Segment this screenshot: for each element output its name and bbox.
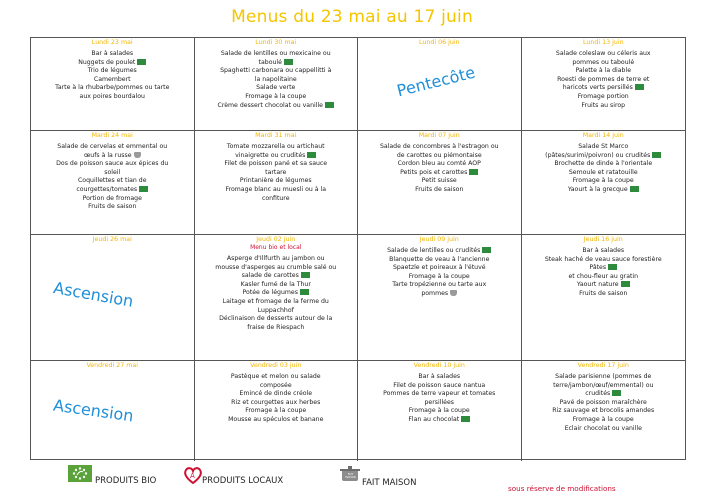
menu-item: courgettes/tomates bbox=[34, 186, 191, 195]
menu-day-cell bbox=[358, 38, 522, 131]
menu-item: taboulé bbox=[198, 59, 355, 68]
menu-item: Steak haché de veau sauce forestière bbox=[544, 255, 662, 263]
menu-day-cell bbox=[195, 361, 359, 461]
menu-item: Filet de poisson sauce nantua bbox=[393, 381, 486, 389]
menu-item: Laitage et fromage de la ferme du bbox=[222, 297, 329, 305]
legend-local-label: PRODUITS LOCAUX bbox=[202, 476, 284, 486]
menu-item: Pastèque et melon ou salade bbox=[230, 373, 321, 380]
menu-day-cell bbox=[358, 361, 522, 461]
menu-item: Palette à la diable bbox=[575, 67, 632, 75]
menu-item: Coquillettes et tian de bbox=[77, 177, 147, 185]
menu-day-cell bbox=[31, 38, 195, 131]
menu-item: Asperge d'Illfurth au jambon ou bbox=[226, 255, 325, 262]
menu-item: Pommes de terre vapeur et tomates bbox=[383, 390, 496, 398]
menu-item: Potée de légumes bbox=[198, 289, 355, 298]
day-label: Jeudi 09 juin bbox=[419, 236, 459, 243]
menu-item: Fromage à la coupe bbox=[572, 177, 634, 185]
menu-day-cell bbox=[522, 131, 686, 235]
heart-local-icon bbox=[183, 467, 203, 489]
menu-item: Fromage à la coupe bbox=[245, 92, 307, 100]
legend-maison-label: FAIT MAISON bbox=[362, 478, 417, 488]
menu-item: Eclair chocolat ou vanille bbox=[564, 424, 642, 432]
menu-item: Tarte tropézienne ou tarte aux bbox=[392, 281, 487, 289]
menu-item: Spaghetti carbonara ou cappellitti à bbox=[220, 67, 332, 75]
menu-item: Petits pois et carottes bbox=[361, 169, 518, 178]
day-label: Lundi 13 juin bbox=[582, 39, 624, 46]
organic-label-icon bbox=[137, 59, 146, 65]
menu-item: Petit suisse bbox=[421, 177, 457, 185]
menu-item: Déclinaison de desserts autour de la bbox=[219, 315, 333, 323]
menu-item: soleil bbox=[104, 168, 121, 176]
menu-grid bbox=[30, 37, 686, 460]
menu-day-cell bbox=[31, 235, 195, 361]
organic-label-icon bbox=[139, 186, 148, 192]
organic-label-icon bbox=[608, 264, 617, 270]
menu-item: Printanière de légumes bbox=[239, 177, 312, 185]
menu-day-cell bbox=[358, 131, 522, 235]
menu-day-cell bbox=[195, 235, 359, 361]
menu-item: mousse d'asperges au crumble salé ou bbox=[215, 263, 337, 271]
day-label: Jeudi 02 juin bbox=[256, 236, 296, 243]
menu-item: vinaigrette ou crudités bbox=[198, 152, 355, 161]
menu-item: Dos de poisson sauce aux épices du bbox=[56, 160, 169, 168]
menu-item: Salade verte bbox=[256, 84, 296, 92]
menu-item: Fromage à la coupe bbox=[245, 407, 307, 415]
menu-item: Crème dessert chocolat ou vanille bbox=[198, 102, 355, 111]
menu-item: Fruits au sirop bbox=[581, 101, 626, 109]
day-label: Vendredi 17 juin bbox=[577, 362, 629, 369]
fait-maison-badge-text: FAIT MAISON bbox=[345, 473, 356, 479]
menu-item: Salade de lentilles ou mexicaine ou bbox=[220, 50, 331, 57]
menu-day-cell bbox=[31, 131, 195, 235]
menu-item: Salade parisienne (pommes de bbox=[555, 373, 652, 380]
menu-item: la napolitaine bbox=[254, 75, 297, 83]
page-title: Menus du 23 mai au 17 juin bbox=[231, 7, 473, 27]
organic-label-icon bbox=[301, 272, 310, 278]
menu-item: haricots verts persillés bbox=[525, 84, 683, 93]
menu-item: salade de carottes bbox=[198, 272, 355, 281]
organic-label-icon bbox=[307, 152, 316, 158]
menu-item: Roesti de pommes de terre et bbox=[557, 75, 650, 83]
holiday-label: Pentecôte bbox=[394, 62, 478, 101]
menu-item: Camembert bbox=[93, 75, 131, 83]
menu-day-cell bbox=[522, 361, 686, 461]
day-label: Mardi 07 juin bbox=[418, 132, 460, 139]
menu-item: Salade de lentilles ou crudités bbox=[361, 247, 518, 256]
organic-label-icon bbox=[621, 281, 630, 287]
menu-item: Portion de fromage bbox=[82, 194, 142, 202]
menu-subtitle: Menu bio et local bbox=[250, 244, 302, 251]
organic-label-icon bbox=[612, 390, 621, 396]
menu-item: Yaourt à la grecque bbox=[525, 186, 683, 195]
menu-item: Brochette de dinde à l'orientale bbox=[554, 160, 653, 168]
menu-item: Filet de poisson pané et sa sauce bbox=[224, 160, 328, 168]
menu-item: Fromage portion bbox=[577, 92, 629, 100]
menu-item: composée bbox=[259, 381, 292, 389]
holiday-label: Ascension bbox=[52, 395, 135, 426]
menu-item: Bar à salades bbox=[91, 50, 134, 57]
menu-item: Nuggets de poulet bbox=[34, 59, 191, 68]
holiday-label: Ascension bbox=[51, 278, 135, 311]
cooking-pot-icon bbox=[338, 463, 362, 491]
menu-item: Fruits de saison bbox=[88, 203, 137, 211]
menu-item: Fromage à la coupe bbox=[572, 415, 634, 423]
menu-item: Pavé de poisson maraîchère bbox=[559, 398, 647, 406]
menu-day-cell bbox=[195, 131, 359, 235]
organic-label-icon bbox=[469, 169, 478, 175]
menu-item: Bar à salades bbox=[418, 373, 461, 380]
day-label: Vendredi 10 juin bbox=[413, 362, 465, 369]
day-label: Mardi 31 mai bbox=[255, 132, 297, 139]
menu-item: Blanquette de veau à l'ancienne bbox=[389, 255, 490, 263]
day-label: Vendredi 03 juin bbox=[250, 362, 302, 369]
menu-item: confiture bbox=[261, 194, 290, 202]
menu-item: Emincé de dinde créole bbox=[239, 390, 313, 398]
menu-item: Luppachhof bbox=[257, 306, 294, 314]
footer-note: sous réserve de modifications bbox=[508, 484, 616, 493]
menu-item: aux poires bourdalou bbox=[79, 92, 145, 100]
menu-item: de carottes ou piémontaise bbox=[396, 151, 482, 159]
menu-item: Riz sauvage et brocolis amandes bbox=[552, 407, 655, 415]
menu-day-cell bbox=[522, 235, 686, 361]
menu-item: Bar à salades bbox=[582, 247, 625, 254]
menu-item: Pâtes bbox=[525, 264, 683, 273]
organic-label-icon bbox=[482, 247, 491, 253]
day-label: Vendredi 27 mai bbox=[86, 362, 138, 369]
menu-item: fraise de Riespach bbox=[247, 323, 305, 331]
menu-item: Salade St Marco bbox=[578, 143, 629, 150]
menu-item: terre/jambon/œuf/emmental) ou bbox=[553, 381, 654, 389]
day-label: Mardi 14 juin bbox=[582, 132, 624, 139]
day-label: Mardi 24 mai bbox=[91, 132, 133, 139]
menu-item: pommes ou taboulé bbox=[572, 58, 635, 66]
menu-item: Mousse au spéculos et banane bbox=[228, 415, 324, 423]
menu-item: Spaetzle et poireaux à l'étuvé bbox=[392, 264, 486, 272]
day-label: Jeudi 16 juin bbox=[583, 236, 623, 243]
menu-item: Salade de cervelas et emmental ou bbox=[57, 143, 168, 150]
svg-text:A: A bbox=[190, 472, 195, 480]
menu-item: Flan au chocolat bbox=[361, 416, 518, 425]
menu-item: œufs à la russe bbox=[34, 152, 191, 161]
organic-label-icon bbox=[300, 289, 309, 295]
day-label: Lundi 06 juin bbox=[418, 39, 460, 46]
organic-label-icon bbox=[630, 186, 639, 192]
menu-day-cell bbox=[31, 361, 195, 461]
homemade-pot-icon bbox=[450, 290, 457, 296]
menu-item: Semoule et ratatouille bbox=[568, 168, 638, 176]
menu-item: Tarte à la rhubarbe/pommes ou tarte bbox=[55, 84, 170, 92]
menu-item: Riz et courgettes aux herbes bbox=[231, 398, 321, 406]
menu-item: tartare bbox=[265, 168, 287, 176]
day-label: Jeudi 26 mai bbox=[92, 236, 132, 243]
menu-item: persillées bbox=[424, 398, 454, 406]
menu-day-cell bbox=[195, 38, 359, 131]
organic-label-icon bbox=[635, 84, 644, 90]
menu-item: crudités bbox=[525, 390, 683, 399]
menu-item: Fromage blanc au muesli ou à la bbox=[225, 185, 327, 193]
menu-item: Yaourt nature bbox=[525, 281, 683, 290]
menu-day-cell bbox=[522, 38, 686, 131]
menu-item: Fruits de saison bbox=[579, 289, 628, 297]
menu-item: Salade coleslaw ou céleris aux bbox=[555, 50, 651, 57]
legend-bio-label: PRODUITS BIO bbox=[95, 476, 157, 486]
day-label: Lundi 23 mai bbox=[91, 39, 133, 46]
eu-organic-leaf-icon bbox=[68, 465, 92, 482]
organic-label-icon bbox=[461, 416, 470, 422]
menu-day-cell bbox=[358, 235, 522, 361]
menu-item: Kasler fumé de la Thur bbox=[240, 280, 311, 288]
menu-item: Cordon bleu au comté AOP bbox=[397, 160, 481, 168]
organic-label-icon bbox=[325, 102, 334, 108]
menu-item: Fromage à la coupe bbox=[408, 407, 470, 415]
menu-item: (pâtes/surimi/poivron) ou crudités bbox=[525, 152, 683, 161]
organic-label-icon bbox=[284, 59, 293, 65]
homemade-pot-icon bbox=[134, 152, 141, 158]
menu-item: et chou-fleur au gratin bbox=[568, 272, 639, 280]
menu-item: Tomate mozzarella ou artichaut bbox=[226, 143, 325, 150]
menu-item: Fromage à la coupe bbox=[408, 272, 470, 280]
organic-label-icon bbox=[652, 152, 661, 158]
menu-item: pommes bbox=[361, 290, 518, 299]
day-label: Lundi 30 mai bbox=[255, 39, 297, 46]
menu-item: Trio de légumes bbox=[87, 67, 137, 75]
menu-item: Fruits de saison bbox=[415, 185, 464, 193]
menu-item: Salade de concombres à l'estragon ou bbox=[379, 143, 499, 150]
